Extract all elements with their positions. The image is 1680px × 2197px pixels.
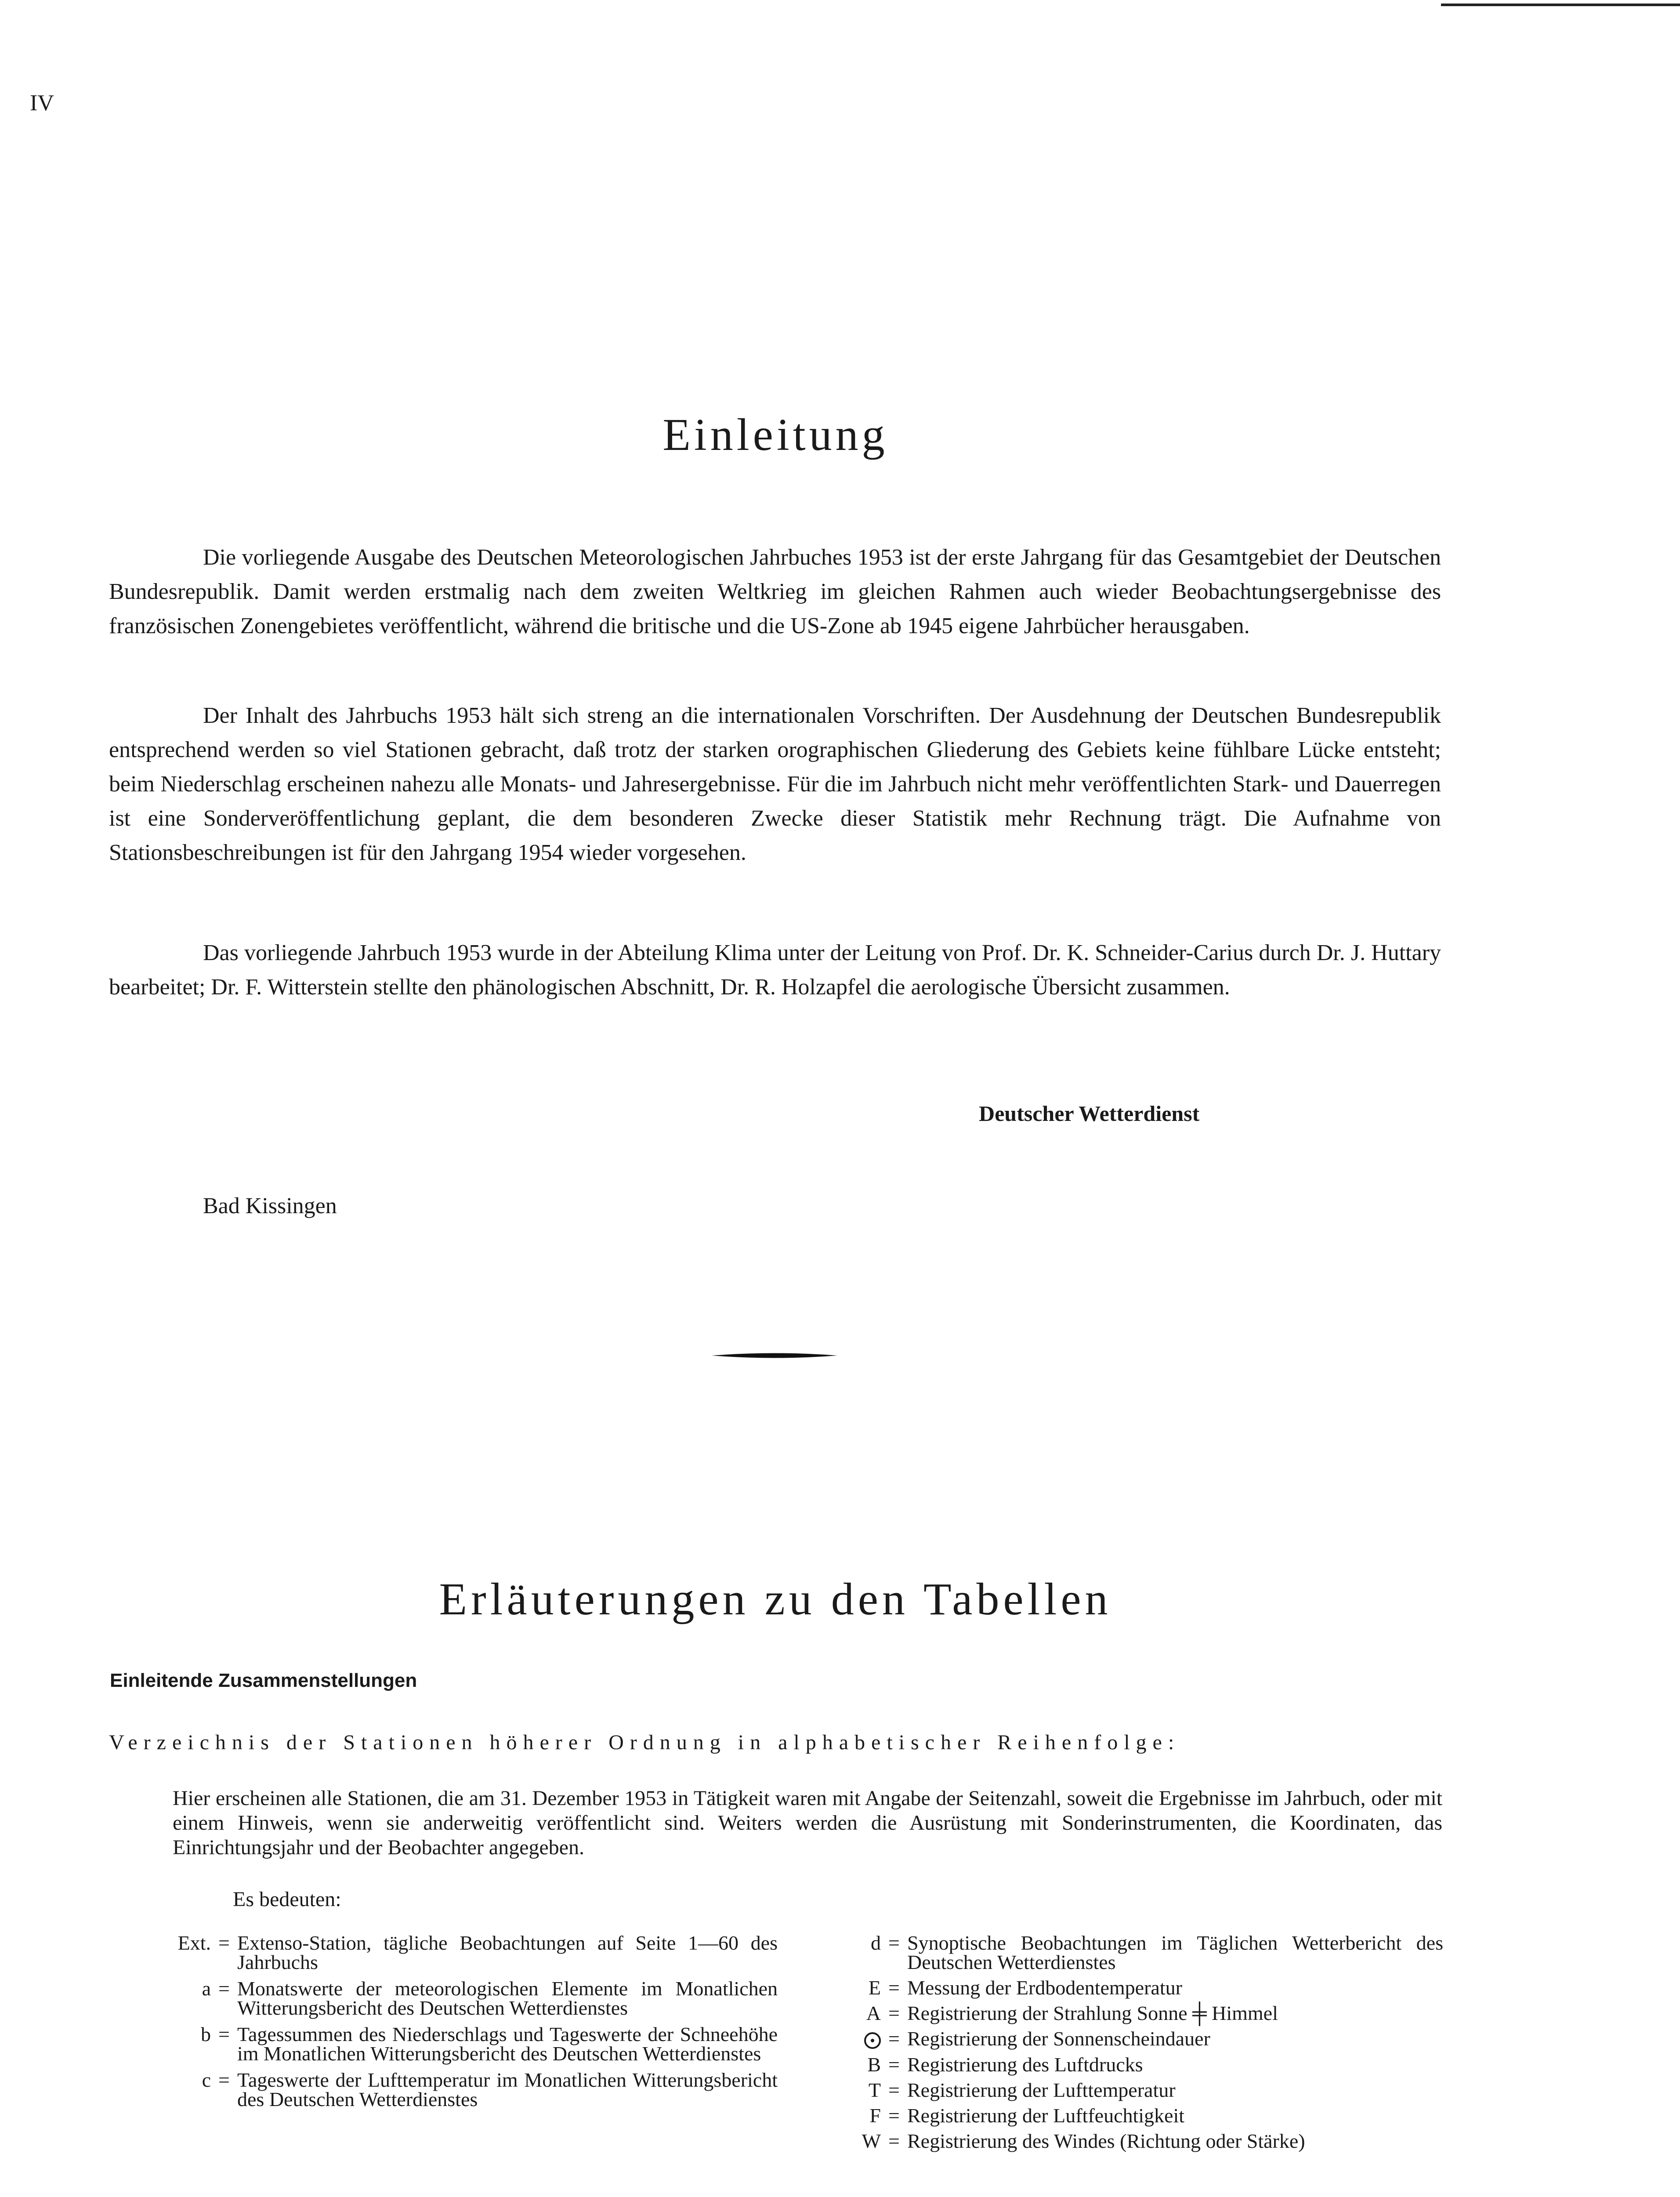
legend-text: Synoptische Beobachtungen im Täglichen Wetterbericht des Deutschen Wetterdienstes [907, 1932, 1443, 1973]
legend-equals: = [218, 2023, 230, 2045]
legend-entry [846, 2055, 1443, 2074]
legend-equals: = [218, 1932, 230, 1954]
legend-text: Registrierung des Windes (Richtung oder Stärke) [907, 2130, 1305, 2153]
legend-key: E [868, 1976, 881, 1999]
section-heading: Einleitende Zusammenstellungen [110, 1670, 417, 1691]
erlaeuterungen-intro: Hier erscheinen alle Stationen, die am 31. Dezember 1953 in Tätigkeit waren mit Angabe der Seitenzahl, soweit die Ergebnisse im Jahrbuch, oder mit einem Hinweis, wenn sie anderweitig veröffentlicht sind. Weiters werden die Ausrüstung mit Sonderinstrumenten, die Koordinaten, das Einrichtungsjahr und der Beobachter angegeben. [173, 1787, 1442, 1859]
legend-text: Tageswerte der Lufttemperatur im Monatlichen Witterungsbericht des Deutschen Wetterdienstes [237, 2069, 778, 2110]
legend-left-column [163, 1933, 778, 2116]
legend-key: T [868, 2079, 881, 2102]
legend-intro: Es bedeuten: [233, 1888, 341, 1911]
legend-key: W [862, 2130, 881, 2153]
legend-text: Extenso-Station, tägliche Beobachtungen auf Seite 1—60 des Jahrbuchs [237, 1932, 778, 1973]
top-rule [1441, 4, 1680, 6]
legend-key: B [867, 2053, 881, 2076]
legend-text: Registrierung der Luftfeuchtigkeit [907, 2104, 1185, 2127]
ornament-divider [712, 1351, 837, 1360]
legend-entry [163, 2025, 778, 2063]
legend-entry [846, 2004, 1443, 2023]
place: Bad Kissingen [203, 1193, 337, 1218]
legend-entry [163, 2070, 778, 2109]
legend-key: Ext. [177, 1932, 211, 1954]
legend-entry [846, 1933, 1443, 1972]
legend-key: b [201, 2023, 211, 2045]
page-number: IV [30, 91, 54, 116]
legend-equals: = [888, 1976, 900, 1999]
subsection-heading: Verzeichnis der Stationen höherer Ordnung in alphabetischer Reihenfolge: [109, 1731, 1180, 1754]
legend-text: Registrierung der Sonnenscheindauer [907, 2027, 1210, 2050]
einleitung-paragraph-1: Die vorliegende Ausgabe des Deutschen Meteorologischen Jahrbuches 1953 ist der erste Jahrgang für das Gesamtgebiet der Deutschen Bundesrepublik. Damit werden erstmalig nach dem zweiten Weltkrieg im gleichen Rahmen auch wieder Beobachtungsergebnisse des französischen Zonengebietes veröffentlicht, während die britische und die US-Zone ab 1945 eigene Jahrbücher herausgaben. [109, 545, 1441, 638]
legend-key: a [202, 1977, 211, 2000]
einleitung-title: Einleitung [663, 410, 888, 460]
legend-entry [846, 2132, 1443, 2151]
legend-equals: = [888, 2002, 900, 2024]
legend-text: Registrierung der Strahlung Sonne ╪ Himmel [907, 2002, 1278, 2024]
legend-equals: = [888, 2027, 900, 2050]
legend-entry [846, 1978, 1443, 1998]
legend-equals: = [888, 2130, 900, 2153]
legend-text: Messung der Erdbodentemperatur [907, 1976, 1182, 1999]
legend-key: d [871, 1932, 881, 1954]
legend-key: F [869, 2104, 881, 2127]
legend-text: Registrierung der Lufttemperatur [907, 2079, 1176, 2102]
legend-equals: = [888, 1932, 900, 1954]
legend-key: A [866, 2002, 881, 2024]
legend-entry [846, 2106, 1443, 2125]
legend-text: Registrierung des Luftdrucks [907, 2053, 1143, 2076]
einleitung-paragraph-3: Das vorliegende Jahrbuch 1953 wurde in der Abteilung Klima unter der Leitung von Prof. Dr. K. Schneider-Carius durch Dr. J. Huttary bearbeitet; Dr. F. Witterstein stellte den phänologischen Abschnitt, Dr. R. Holzapfel die aerologische Übersicht zusammen. [109, 940, 1441, 1000]
legend-entry [163, 1979, 778, 2018]
signature: Deutscher Wetterdienst [979, 1101, 1200, 1126]
legend-equals: = [888, 2053, 900, 2076]
legend-equals: = [218, 1977, 230, 2000]
einleitung-paragraph-2: Der Inhalt des Jahrbuchs 1953 hält sich streng an die internationalen Vorschriften. Der Ausdehnung der Deutschen Bundesrepublik entsprechend werden so viel Stationen gebracht, daß trotz der starken orographischen Gliederung des Gebiets keine fühlbare Lücke entsteht; beim Niederschlag erscheinen nahezu alle Monats- und Jahresergebnisse. Für die im Jahrbuch nicht mehr veröffentlichten Stark- und Dauerregen ist eine Sonderveröffentlichung geplant, die dem besonderen Zwecke dieser Statistik mehr Rechnung trägt. Die Aufnahme von Stationsbeschreibungen ist für den Jahrgang 1954 wieder vorgesehen. [109, 703, 1441, 865]
legend-text: Monatswerte der meteorologischen Elemente im Monatlichen Witterungsbericht des Deutschen Wetterdienstes [237, 1977, 778, 2019]
legend-entry [846, 2081, 1443, 2100]
sun-symbol-icon [864, 2032, 881, 2049]
legend-equals: = [218, 2069, 230, 2091]
legend-right-column [846, 1933, 1443, 2157]
legend-text: Tagessummen des Niederschlags und Tageswerte der Schneehöhe im Monatlichen Witterungsbericht des Deutschen Wetterdienstes [237, 2023, 778, 2065]
legend-entry [163, 1933, 778, 1972]
legend-equals: = [888, 2104, 900, 2127]
legend-equals: = [888, 2079, 900, 2102]
legend-key: c [202, 2069, 211, 2091]
erlaeuterungen-title: Erläuterungen zu den Tabellen [439, 1574, 1112, 1624]
legend-key [846, 2029, 881, 2049]
legend-entry [846, 2029, 1443, 2049]
